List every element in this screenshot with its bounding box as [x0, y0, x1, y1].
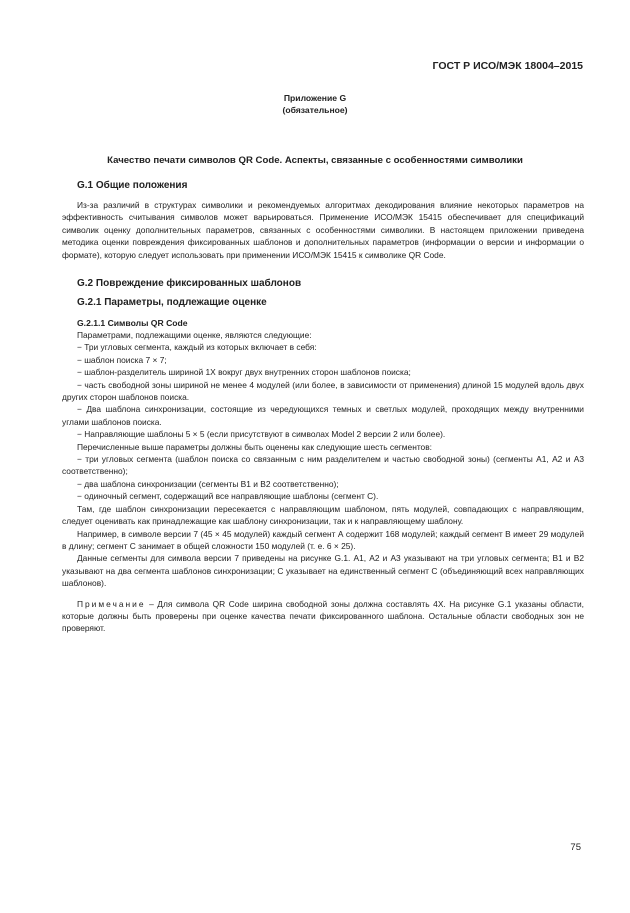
note-text: – Для символа QR Code ширина свободной зоны должна составлять 4X. На рисунке G.1 указаны области, которые должны быть проверены при оценке качества печати фиксированного шаблона. Остальные области свободных зон не проверяют.: [62, 598, 584, 634]
page-number: 75: [570, 842, 581, 853]
annex-block: [0, 92, 630, 116]
body-line: Перечисленные выше параметры должны быть оценены как следующие шесть сегментов:: [77, 441, 432, 452]
section-g211-body: [62, 329, 584, 635]
body-line: − два шаблона синхронизации (сегменты В1 и В2 соответственно);: [77, 478, 339, 489]
body-line: − шаблон-разделитель шириной 1X вокруг двух внутренних сторон шаблонов поиска;: [77, 367, 411, 378]
document-title: Качество печати символов QR Code. Аспекты, связанные с особенностями символики: [107, 155, 523, 166]
note-label: Примечание: [77, 598, 146, 609]
section-g21-heading: G.2.1 Параметры, подлежащие оценке: [77, 297, 267, 308]
section-g1-heading: G.1 Общие положения: [77, 180, 188, 191]
body-line: − Три угловых сегмента, каждый из которых включает в себя:: [77, 342, 317, 353]
body-line: − Два шаблона синхронизации, состоящие из чередующихся темных и светлых модулей, проходящих между внутренними углами шаблонов поиска.: [62, 404, 584, 427]
annex-title: Приложение G: [283, 93, 347, 103]
body-line: Там, где шаблон синхронизации пересекается с направляющим шаблоном, пять модулей, совпадающих с направляющим, следует оценивать как принадлежащие как шаблону синхронизации, так и к направляющему шаблону.: [62, 503, 584, 527]
body-line: Например, в символе версии 7 (45 × 45 модулей) каждый сегмент А содержит 168 модулей; каждый сегмент В имеет 29 модулей в длину; сегмент С занимает в общей сложности 150 модулей (т. е. 6 × 25).: [62, 528, 584, 551]
body-line: Параметрами, подлежащими оценке, являются следующие:: [77, 330, 312, 340]
note-paragraph: [62, 598, 584, 635]
body-line: − одиночный сегмент, содержащий все направляющие шаблоны (сегмент С).: [77, 491, 379, 502]
document-standard-header: ГОСТ Р ИСО/МЭК 18004–2015: [432, 60, 583, 72]
annex-status: (обязательное): [282, 105, 348, 115]
body-line: Данные сегменты для символа версии 7 приведены на рисунке G.1. А1, А2 и А3 указывают на три угловых сегмента; В1 и В2 указывают на два сегмента шаблонов синхронизации; С указывает на единственный сегмент С (объединяющий всех направляющих шаблонов).: [62, 553, 584, 589]
body-line: − три угловых сегмента (шаблон поиска со связанным с ним разделителем и частью свободной зоны) (сегменты А1, А2 и А3 соответственно);: [62, 454, 584, 477]
body-line: − Направляющие шаблоны 5 × 5 (если присутствуют в символах Model 2 версии 2 или более).: [77, 429, 446, 440]
body-line: − часть свободной зоны шириной не менее 4 модулей (или более, в зависимости от применения) длиной 15 модулей вдоль двух других сторон шаблонов поиска.: [62, 379, 584, 403]
body-line: − шаблон поиска 7 × 7;: [77, 354, 167, 365]
section-g1-text: Из-за различий в структурах символики и рекомендуемых алгоритмах декодирования влияние некоторых параметров на эффективность считывания символов может варьироваться. Применение ИСО/МЭК 15415 обеспечивает для спецификаций символик оценку дополнительных параметров, связанных с особенностями символики. В настоящем приложении приведена методика оценки повреждения фиксированных шаблонов и дополнительных параметров (информации о версии и информации о формате), которую следует использовать при применении ИСО/МЭК 15415 к символике QR Code.: [62, 200, 584, 260]
section-g1-paragraph: [62, 199, 584, 261]
section-g211-heading: G.2.1.1 Символы QR Code: [77, 318, 188, 328]
section-g2-heading: G.2 Повреждение фиксированных шаблонов: [77, 278, 302, 289]
